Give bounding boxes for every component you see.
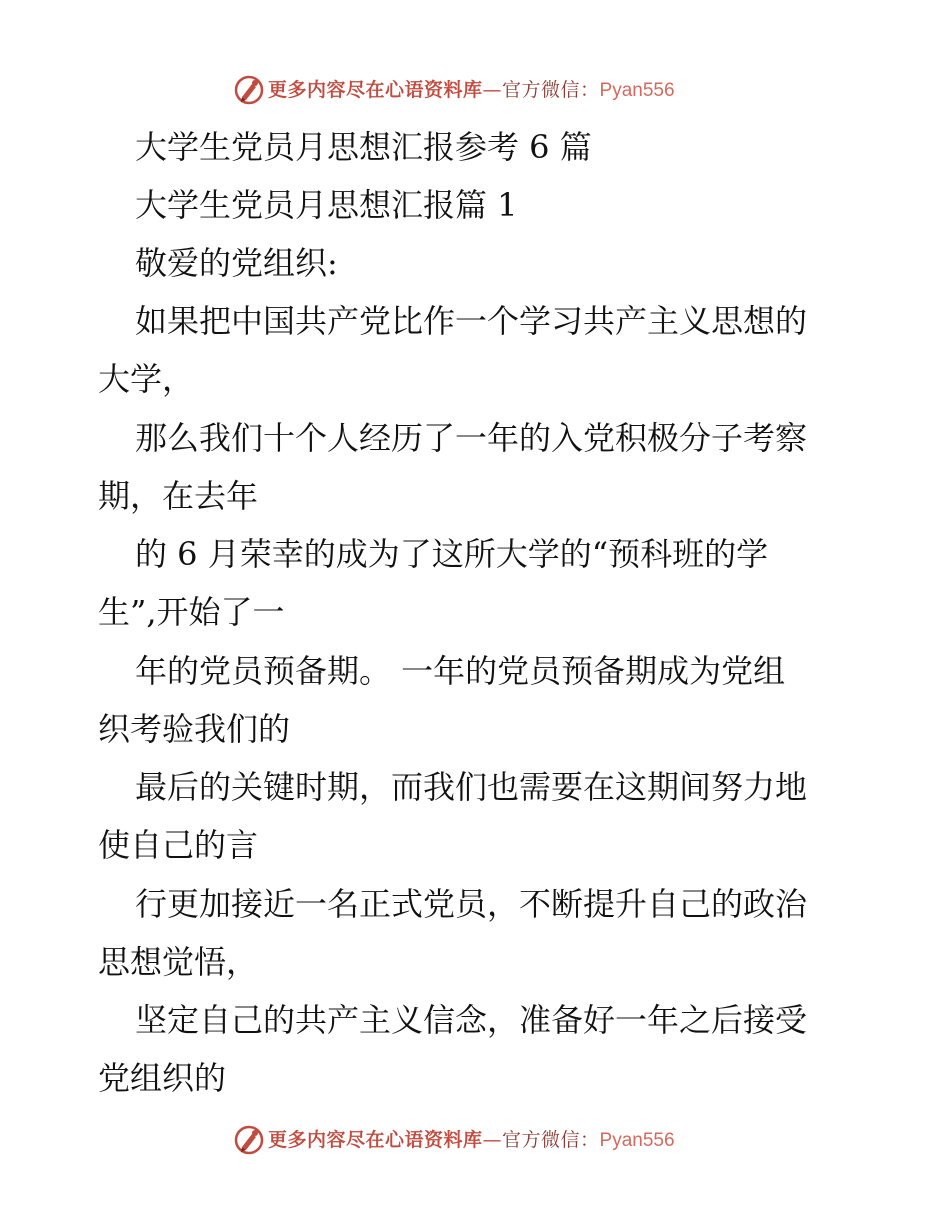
banner-dash: — <box>482 79 503 101</box>
document-title: 大学生党员月思想汇报参考 6 篇 <box>135 128 592 166</box>
paragraph-line: 织考验我们的 <box>98 710 291 748</box>
paragraph-line: 使自己的言 <box>98 826 259 864</box>
paragraph-line: 最后的关键时期，而我们也需要在这期间努力地 <box>135 768 808 806</box>
paragraph-line: 党组织的 <box>98 1059 227 1097</box>
paragraph-line: 期，在去年 <box>98 477 259 515</box>
header-banner <box>0 72 950 108</box>
banner-dash: — <box>482 1129 503 1151</box>
footer-banner <box>0 1122 950 1158</box>
paragraph-line: 大学， <box>98 360 195 398</box>
pen-logo-icon <box>233 74 265 106</box>
paragraph-line: 那么我们十个人经历了一年的入党积极分子考察 <box>135 419 808 457</box>
pen-logo-icon <box>233 1124 265 1156</box>
paragraph-line: 行更加接近一名正式党员，不断提升自己的政治 <box>135 885 808 923</box>
paragraph-line: 坚定自己的共产主义信念，准备好一年之后接受 <box>135 1001 808 1039</box>
banner-wechat-id: Pyan556 <box>599 80 675 101</box>
banner-text <box>268 78 675 103</box>
banner-text <box>268 1128 675 1153</box>
paragraph-line: 思想觉悟， <box>98 943 259 981</box>
salutation: 敬爱的党组织: <box>135 244 338 282</box>
paragraph-line: 的 6 月荣幸的成为了这所大学的“预科班的学 <box>135 535 769 573</box>
paragraph-line: 生”,开始了一 <box>98 593 285 631</box>
banner-wechat-label: 官方微信： <box>502 79 600 101</box>
banner-wechat-id: Pyan556 <box>599 1130 675 1151</box>
paragraph-line: 如果把中国共产党比作一个学习共产主义思想的 <box>135 302 808 340</box>
paragraph-line: 年的党员预备期。 一年的党员预备期成为党组 <box>135 652 786 690</box>
banner-wechat-label: 官方微信： <box>502 1129 600 1151</box>
banner-slogan: 更多内容尽在心语资料库 <box>268 79 483 101</box>
document-subtitle: 大学生党员月思想汇报篇 1 <box>135 186 518 224</box>
banner-slogan: 更多内容尽在心语资料库 <box>268 1129 483 1151</box>
